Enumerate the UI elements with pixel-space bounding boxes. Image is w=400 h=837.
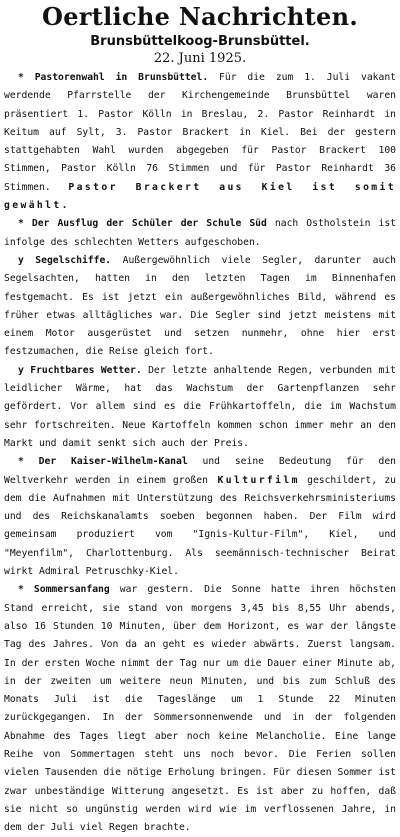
article-ausflug <box>4 215 396 252</box>
article-pastorenwahl <box>4 69 396 215</box>
article-lead: y Fruchtbares Wetter. <box>18 364 142 376</box>
article-emphasis: Pastor Brackert aus Kiel ist somit gewählt. <box>4 181 396 212</box>
dateline: 22. Juni 1925. <box>153 51 247 66</box>
article-lead: * Der Ausflug der Schüler der Schule Süd <box>18 218 267 230</box>
article-lead: * Der Kaiser-Wilhelm-Kanal <box>18 456 188 468</box>
article-emphasis: Kulturfilm <box>207 474 300 486</box>
article-text: nach Ostholstein ist infolge des schlechten Wetters aufgeschoben. <box>4 218 397 248</box>
article-segelschiffe <box>4 252 396 362</box>
article-text: Für die zum 1. Juli vakant werdende Pfarrstelle der Kirchengemeinde Brunsbüttel waren präsentiert 1. Pastor Kölln in Breslau, 2. Pastor Reinhardt in Keitum auf Sylt, 3. Pastor Brackert in Kiel. Bei der gestern stattgehabten Wahl wurden abgegeben für Pastor Brackert 100 Stimmen, Pastor Kölln 76 Stimmen und für Pastor Reinhardt 36 Stimmen. <box>4 72 396 193</box>
location-subheadline: Brunsbüttelkoog-Brunsbüttel. <box>90 34 310 49</box>
article-text: Der letzte anhaltende Regen, verbunden mit leidlicher Wärme, hat das Wachstum der Gartenpflanzen sehr gefördert. Vor allem sind es die Frühkartoffeln, die im Wachstum sehr fortschreiten. Neue Kartoffeln kommen schon immer mehr an den Markt und damit senkt sich auch der Preis. <box>4 364 397 449</box>
article-text: war gestern. Die Sonne hatte ihren höchsten Stand erreicht, sie stand von morgens 3,45 bis 8,55 Uhr abends, also 16 Stunden 10 Minuten, über dem Horizont, es war der längste Tag des Jahres. Von da an geht es wieder abwärts. Zuerst langsam. In der ersten Woche nimmt der Tag nur um die Dauer einer Minute ab, in der zweiten um weitere neun Minuten, und bis zum Schluß des Monats Juli ist die Tageslänge um 1 Stunde 22 Minuten zurückgegangen. In der Sommersonnenwende und in der folgenden Abnahme des Tages liegt aber noch keine Melancholie. Eine lange Reihe von Sommertagen steht uns noch bevor. Die Ferien sollen vielen Tausenden die nötige Erholung bringen. Für diesen Sommer ist zwar unbeständige Witterung angesetzt. Es ist aber zu hoffen, daß sie nicht so ungünstig werden wird wie im verflossenen Jahre, in dem der Juli viel Regen brachte. <box>4 584 396 834</box>
article-text: Außergewöhnlich viele Segler, darunter auch Segelsachten, hatten in den letzten Tagen im Binnenhafen festgemacht. Es ist jetzt ein außergewöhnliches Bild, während es früher etwas alltägliches war. Die Segler sind jetzt meistens mit einem Motor ausgerüstet und setzen nunmehr, ohne hier erst festzumachen, die Reise gleich fort. <box>4 254 396 358</box>
article-lead: * Pastorenwahl in Brunsbüttel. <box>18 72 209 83</box>
article-text-continued: geschildert, zu dem die Aufnahmen mit Unterstützung des Reichsverkehrsministeriums und des Reichskanalamts soeben begonnen haben. Der Film wird gemeinsam produziert vom "Ignis-Kultur-Film", Kiel, und "Meyenfilm", Charlottenburg. Als seemännisch-technischer Beirat wirkt Admiral Petruschky-Kiel. <box>4 474 396 578</box>
article-kanal <box>4 453 396 581</box>
article-wetter <box>4 362 396 453</box>
section-headline: Oertliche Nachrichten. <box>42 2 358 31</box>
article-text: und seine Bedeutung für den Weltverkehr werden in einem großen <box>4 456 396 486</box>
article-lead: * Sommersanfang <box>18 584 110 596</box>
article-lead: y Segelschiffe. <box>18 254 112 266</box>
article-sommersanfang <box>4 581 396 837</box>
